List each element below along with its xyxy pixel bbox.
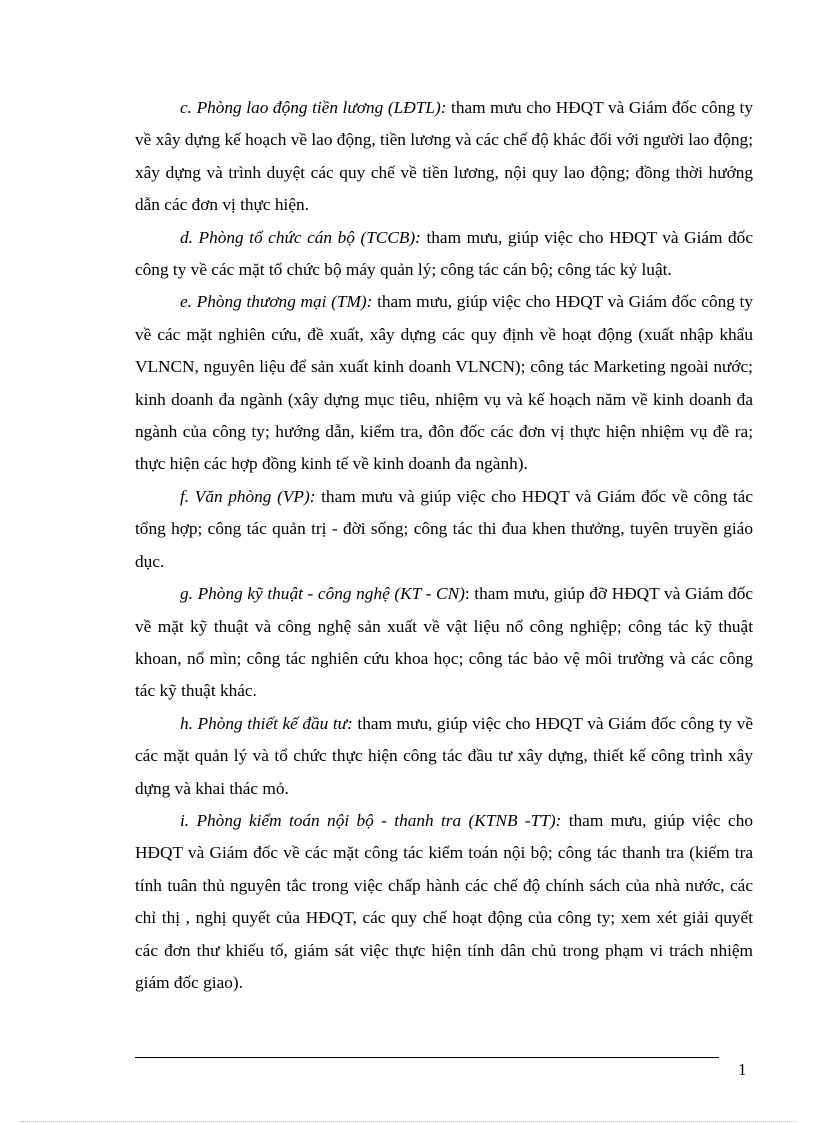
paragraph-heading: e. Phòng thương mại (TM):	[180, 292, 373, 312]
paragraph-tm	[135, 286, 753, 480]
page-number: 1	[738, 1060, 747, 1079]
paragraph-body: tham mưu cho HĐQT và Giám đốc công ty về xây dựng kế hoạch về lao động, tiền lương và các chế độ khác đối với người lao động; xây dựng và trình duyệt các quy chế về tiền lương, nội quy lao động; đồng thời hướng dẫn các đơn vị thực hiện.	[135, 98, 753, 215]
body-text	[135, 92, 753, 999]
paragraph-heading: g. Phòng kỹ thuật - công nghệ (KT - CN)	[180, 584, 465, 604]
paragraph-body: tham mưu, giúp việc cho HĐQT và Giám đốc công ty về các mặt tổ chức bộ máy quản lý; công tác cán bộ; công tác kỷ luật.	[135, 227, 753, 280]
paragraph-heading: i. Phòng kiểm toán nội bộ - thanh tra (KTNB -TT):	[180, 810, 562, 830]
paragraph-heading: h. Phòng thiết kế đầu tư:	[180, 713, 353, 733]
paragraph-vp	[135, 481, 753, 578]
paragraph-ldtl	[135, 92, 753, 222]
footer-rule	[135, 1057, 719, 1058]
paragraph-ktnb	[135, 805, 753, 999]
paragraph-heading: c. Phòng lao động tiền lương (LĐTL):	[180, 98, 447, 117]
paragraph-body: tham mưu, giúp việc cho HĐQT và Giám đốc về các mặt công tác kiểm toán nội bộ; công tác thanh tra (kiểm tra tính tuân thủ nguyên tắc trong việc chấp hành các chế độ chính sách của nhà nước, các chỉ thị , nghị quyết của HĐQT, các quy chế hoạt động của công ty; xem xét giải quyết các đơn thư khiếu tố, giám sát việc thực hiện tính dân chủ trong phạm vi trách nhiệm giám đốc giao).	[135, 810, 753, 992]
paragraph-body: : tham mưu, giúp đỡ HĐQT và Giám đốc về mặt kỹ thuật và công nghệ sản xuất về vật liệu nổ công nghiệp; công tác kỹ thuật khoan, nổ mìn; công tác nghiên cứu khoa học; công tác bảo vệ môi trường và các công tác kỹ thuật khác.	[135, 584, 753, 701]
paragraph-tccb	[135, 222, 753, 287]
paragraph-heading: d. Phòng tổ chức cán bộ (TCCB):	[180, 227, 421, 247]
paragraph-body: tham mưu, giúp việc cho HĐQT và Giám đốc công ty về các mặt quản lý và tổ chức thực hiện công tác đầu tư xây dựng, thiết kế công trình xây dựng và khai thác mỏ.	[135, 713, 754, 798]
paragraph-heading: f. Văn phòng (VP):	[180, 486, 316, 506]
paragraph-body: tham mưu và giúp việc cho HĐQT và Giám đốc về công tác tổng hợp; công tác quản trị - đời sống; công tác thi đua khen thưởng, tuyên truyền giáo dục.	[135, 486, 754, 571]
paragraph-tkdt	[135, 708, 753, 805]
paragraph-body: tham mưu, giúp việc cho HĐQT và Giám đốc công ty về các mặt nghiên cứu, đề xuất, xây dựng các quy định về hoạt động (xuất nhập khẩu VLNCN, nguyên liệu để sản xuất kinh doanh VLNCN); công tác Marketing ngoài nước; kinh doanh đa ngành (xây dựng mục tiêu, nhiệm vụ và kế hoạch năm về kinh doanh đa ngành của công ty; hướng dẫn, kiểm tra, đôn đốc các đơn vị thực hiện nhiệm vụ đề ra; thực hiện các hợp đồng kinh tế về kinh doanh đa ngành).	[135, 292, 753, 474]
page-bottom-border	[20, 1121, 796, 1122]
paragraph-ktcn	[135, 578, 753, 708]
